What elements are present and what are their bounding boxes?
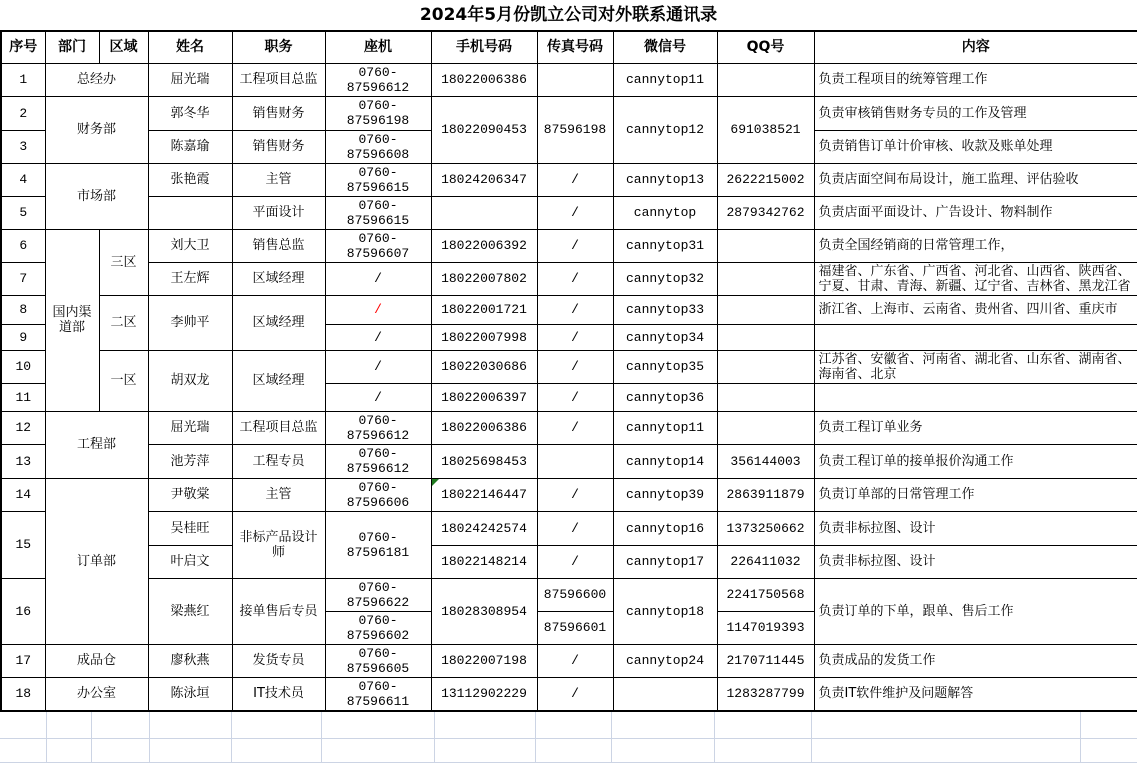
table-cell[interactable]: 0760-87596602 xyxy=(325,611,431,644)
table-cell[interactable]: 13112902229 xyxy=(431,677,537,711)
table-cell[interactable]: 负责店面空间布局设计，施工监理、评估验收 xyxy=(814,163,1137,196)
header-cell[interactable]: 微信号 xyxy=(613,31,717,63)
header-cell[interactable]: QQ号 xyxy=(717,31,814,63)
table-cell[interactable] xyxy=(814,383,1137,411)
table-cell[interactable]: 18022090453 xyxy=(431,96,537,163)
table-cell[interactable]: 8 xyxy=(1,295,45,324)
table-cell[interactable]: / xyxy=(537,324,613,350)
table-cell[interactable]: 3 xyxy=(1,130,45,163)
table-cell[interactable]: 一区 xyxy=(99,350,148,411)
table-cell[interactable]: cannytop31 xyxy=(613,229,717,262)
table-cell[interactable]: 张艳霞 xyxy=(148,163,232,196)
table-cell[interactable]: 1 xyxy=(1,63,45,96)
table-cell[interactable]: 5 xyxy=(1,196,45,229)
table-cell[interactable]: 18022146447 xyxy=(431,478,537,511)
table-cell[interactable]: 工程项目总监 xyxy=(232,63,325,96)
table-row xyxy=(1,262,1137,295)
table-cell[interactable]: 0760-87596608 xyxy=(325,130,431,163)
table-cell[interactable]: 负责非标拉图、设计 xyxy=(814,545,1137,578)
table-cell[interactable]: cannytop36 xyxy=(613,383,717,411)
table-cell[interactable]: cannytop11 xyxy=(613,411,717,444)
table-cell[interactable]: / xyxy=(537,350,613,383)
table-cell[interactable] xyxy=(717,63,814,96)
page-title: 2024年5月份凯立公司对外联系通讯录 xyxy=(419,5,718,25)
table-cell[interactable]: cannytop39 xyxy=(613,478,717,511)
table-cell[interactable] xyxy=(717,383,814,411)
table-cell[interactable]: 18022148214 xyxy=(431,545,537,578)
table-cell[interactable]: / xyxy=(537,478,613,511)
table-cell[interactable] xyxy=(717,350,814,383)
table-cell[interactable]: 工程部 xyxy=(45,411,148,478)
table-cell[interactable]: 11 xyxy=(1,383,45,411)
table-cell[interactable]: 87596600 xyxy=(537,578,613,611)
table-cell[interactable]: 销售财务 xyxy=(232,96,325,130)
table-cell[interactable]: 18025698453 xyxy=(431,444,537,478)
table-cell[interactable]: 胡双龙 xyxy=(148,350,232,411)
table-cell[interactable]: 陈嘉瑜 xyxy=(148,130,232,163)
table-cell[interactable]: 226411032 xyxy=(717,545,814,578)
table-cell[interactable]: 6 xyxy=(1,229,45,262)
table-cell[interactable]: 18022007998 xyxy=(431,324,537,350)
table-cell[interactable]: / xyxy=(537,163,613,196)
table-cell[interactable]: 356144003 xyxy=(717,444,814,478)
table-cell[interactable]: 负责全国经销商的日常管理工作， xyxy=(814,229,1137,262)
table-cell[interactable]: / xyxy=(537,677,613,711)
table-cell[interactable]: 负责审核销售财务专员的工作及管理 xyxy=(814,96,1137,130)
contact-table xyxy=(0,30,1137,712)
table-row xyxy=(1,511,1137,545)
table-row xyxy=(1,444,1137,478)
table-cell[interactable]: 总经办 xyxy=(45,63,148,96)
table-cell[interactable]: 平面设计 xyxy=(232,196,325,229)
table-cell[interactable]: 0760-87596612 xyxy=(325,444,431,478)
table-cell[interactable]: 负责工程项目的统筹管理工作 xyxy=(814,63,1137,96)
table-cell[interactable]: cannytop33 xyxy=(613,295,717,324)
table-cell[interactable]: 办公室 xyxy=(45,677,148,711)
table-cell[interactable]: 郭冬华 xyxy=(148,96,232,130)
table-cell[interactable]: / xyxy=(325,383,431,411)
table-cell[interactable]: 0760-87596611 xyxy=(325,677,431,711)
table-cell[interactable]: 0760-87596198 xyxy=(325,96,431,130)
header-cell[interactable]: 部门 xyxy=(45,31,99,63)
table-cell[interactable]: / xyxy=(537,262,613,295)
table-cell[interactable]: 87596198 xyxy=(537,96,613,163)
table-cell[interactable]: 非标产品设计师 xyxy=(232,511,325,578)
table-cell[interactable]: 接单售后专员 xyxy=(232,578,325,644)
table-cell[interactable]: / xyxy=(537,295,613,324)
table-cell[interactable] xyxy=(537,63,613,96)
table-row xyxy=(1,644,1137,677)
table-cell[interactable]: IT技术员 xyxy=(232,677,325,711)
table-cell[interactable]: 工程专员 xyxy=(232,444,325,478)
table-row xyxy=(1,196,1137,229)
table-row xyxy=(1,229,1137,262)
table-cell[interactable] xyxy=(613,677,717,711)
table-cell[interactable]: / xyxy=(537,545,613,578)
table-cell[interactable]: 屈光瑞 xyxy=(148,63,232,96)
table-cell[interactable]: 18022001721 xyxy=(431,295,537,324)
table-cell[interactable]: cannytop18 xyxy=(613,578,717,644)
table-cell[interactable]: 福建省、广东省、广西省、河北省、山西省、陕西省、宁夏、甘肃、青海、新疆、辽宁省、吉林省、黑龙江省 xyxy=(814,262,1137,295)
table-cell[interactable]: / xyxy=(325,295,431,324)
table-cell[interactable]: 0760-87596622 xyxy=(325,578,431,611)
table-cell[interactable]: 廖秋燕 xyxy=(148,644,232,677)
table-cell[interactable]: 国内渠道部 xyxy=(45,229,99,411)
table-cell[interactable]: / xyxy=(325,324,431,350)
table-cell[interactable]: 财务部 xyxy=(45,96,148,163)
table-cell[interactable]: 0760-87596605 xyxy=(325,644,431,677)
table-cell[interactable]: / xyxy=(537,411,613,444)
table-cell[interactable]: cannytop16 xyxy=(613,511,717,545)
table-cell[interactable] xyxy=(814,324,1137,350)
header-cell[interactable]: 手机号码 xyxy=(431,31,537,63)
table-cell[interactable] xyxy=(148,196,232,229)
header-cell[interactable]: 内容 xyxy=(814,31,1137,63)
table-row xyxy=(1,350,1137,383)
table-cell[interactable]: 18022030686 xyxy=(431,350,537,383)
table-cell[interactable]: 叶启文 xyxy=(148,545,232,578)
table-cell[interactable]: 浙江省、上海市、云南省、贵州省、四川省、重庆市 xyxy=(814,295,1137,324)
table-cell[interactable]: 区域经理 xyxy=(232,262,325,295)
table-cell[interactable]: / xyxy=(537,383,613,411)
table-cell[interactable]: 18022006392 xyxy=(431,229,537,262)
table-cell[interactable]: 三区 xyxy=(99,229,148,295)
table-cell[interactable]: 2170711445 xyxy=(717,644,814,677)
table-cell[interactable]: 销售总监 xyxy=(232,229,325,262)
table-cell[interactable] xyxy=(717,262,814,295)
table-cell[interactable]: 2 xyxy=(1,96,45,130)
table-cell[interactable]: 0760-87596607 xyxy=(325,229,431,262)
table-cell[interactable]: 2241750568 xyxy=(717,578,814,611)
table-cell[interactable]: 18022006386 xyxy=(431,63,537,96)
table-cell[interactable]: 负责店面平面设计、广告设计、物料制作 xyxy=(814,196,1137,229)
table-cell[interactable]: 负责订单的下单，跟单、售后工作 xyxy=(814,578,1137,644)
header-row xyxy=(1,31,1137,63)
table-cell[interactable]: 梁燕红 xyxy=(148,578,232,644)
table-cell[interactable]: / xyxy=(537,644,613,677)
table-cell[interactable]: 成品仓 xyxy=(45,644,148,677)
table-cell[interactable]: 主管 xyxy=(232,163,325,196)
table-cell[interactable]: 工程项目总监 xyxy=(232,411,325,444)
table-cell[interactable]: 刘大卫 xyxy=(148,229,232,262)
table-cell[interactable]: 18022007198 xyxy=(431,644,537,677)
table-cell[interactable] xyxy=(717,295,814,324)
table-cell[interactable] xyxy=(717,411,814,444)
table-cell[interactable]: / xyxy=(325,262,431,295)
table-cell[interactable]: 陈泳垣 xyxy=(148,677,232,711)
table-cell[interactable] xyxy=(431,196,537,229)
header-cell[interactable]: 座机 xyxy=(325,31,431,63)
table-cell[interactable]: 17 xyxy=(1,644,45,677)
table-cell[interactable] xyxy=(717,229,814,262)
table-cell[interactable]: 负责销售订单计价审核、收款及账单处理 xyxy=(814,130,1137,163)
table-cell[interactable]: 87596601 xyxy=(537,611,613,644)
table-cell[interactable]: 销售财务 xyxy=(232,130,325,163)
table-cell[interactable]: 2879342762 xyxy=(717,196,814,229)
table-cell[interactable]: cannytop14 xyxy=(613,444,717,478)
table-cell[interactable]: 14 xyxy=(1,478,45,511)
table-cell[interactable]: / xyxy=(537,511,613,545)
table-cell[interactable]: 负责IT软件维护及问题解答 xyxy=(814,677,1137,711)
table-cell[interactable]: 1147019393 xyxy=(717,611,814,644)
table-row xyxy=(1,478,1137,511)
table-cell[interactable]: 吴桂旺 xyxy=(148,511,232,545)
table-row xyxy=(1,295,1137,324)
table-cell[interactable]: 13 xyxy=(1,444,45,478)
table-cell[interactable]: 9 xyxy=(1,324,45,350)
table-cell[interactable]: 订单部 xyxy=(45,478,148,644)
grid-line xyxy=(0,738,1137,739)
table-cell[interactable]: 负责订单部的日常管理工作 xyxy=(814,478,1137,511)
table-cell[interactable]: 王左辉 xyxy=(148,262,232,295)
number-stored-as-text-marker-icon xyxy=(432,479,439,486)
table-cell[interactable]: 负责工程订单的接单报价沟通工作 xyxy=(814,444,1137,478)
table-cell[interactable] xyxy=(537,444,613,478)
table-row xyxy=(1,163,1137,196)
table-cell[interactable]: 0760-87596615 xyxy=(325,163,431,196)
table-cell[interactable]: cannytop32 xyxy=(613,262,717,295)
table-cell[interactable]: 发货专员 xyxy=(232,644,325,677)
table-cell[interactable]: / xyxy=(325,350,431,383)
table-cell[interactable]: 18022007802 xyxy=(431,262,537,295)
table-cell[interactable]: 负责工程订单业务 xyxy=(814,411,1137,444)
table-cell[interactable]: 0760-87596612 xyxy=(325,411,431,444)
header-cell[interactable]: 序号 xyxy=(1,31,45,63)
table-cell[interactable]: cannytop24 xyxy=(613,644,717,677)
table-cell[interactable]: 18 xyxy=(1,677,45,711)
header-cell[interactable]: 传真号码 xyxy=(537,31,613,63)
table-cell[interactable]: cannytop xyxy=(613,196,717,229)
table-cell[interactable]: 负责成品的发货工作 xyxy=(814,644,1137,677)
header-cell[interactable]: 区域 xyxy=(99,31,148,63)
table-cell[interactable]: 市场部 xyxy=(45,163,148,229)
table-cell[interactable]: 尹敬棠 xyxy=(148,478,232,511)
table-cell[interactable]: 池芳萍 xyxy=(148,444,232,478)
table-cell[interactable]: / xyxy=(537,196,613,229)
header-cell[interactable]: 姓名 xyxy=(148,31,232,63)
table-row xyxy=(1,677,1137,711)
table-cell[interactable]: 0760-87596606 xyxy=(325,478,431,511)
table-cell[interactable]: 18022006397 xyxy=(431,383,537,411)
table-cell[interactable]: 2622215002 xyxy=(717,163,814,196)
table-cell[interactable]: 主管 xyxy=(232,478,325,511)
table-cell[interactable]: 7 xyxy=(1,262,45,295)
table-cell[interactable]: 负责非标拉图、设计 xyxy=(814,511,1137,545)
table-cell[interactable]: 江苏省、安徽省、河南省、湖北省、山东省、湖南省、海南省、北京 xyxy=(814,350,1137,383)
table-cell[interactable]: 18028308954 xyxy=(431,578,537,644)
table-cell[interactable]: 16 xyxy=(1,578,45,644)
table-cell[interactable]: 1373250662 xyxy=(717,511,814,545)
table-cell[interactable]: cannytop34 xyxy=(613,324,717,350)
table-cell[interactable] xyxy=(717,324,814,350)
table-cell[interactable]: 2863911879 xyxy=(717,478,814,511)
table-cell[interactable]: 10 xyxy=(1,350,45,383)
table-cell[interactable]: / xyxy=(537,229,613,262)
table-cell[interactable]: 0760-87596615 xyxy=(325,196,431,229)
table-cell[interactable]: 区域经理 xyxy=(232,350,325,411)
table-row xyxy=(1,578,1137,611)
header-cell[interactable]: 职务 xyxy=(232,31,325,63)
table-cell[interactable]: 18024206347 xyxy=(431,163,537,196)
table-cell[interactable]: 15 xyxy=(1,511,45,578)
table-row xyxy=(1,411,1137,444)
table-cell[interactable]: 0760-87596612 xyxy=(325,63,431,96)
table-cell[interactable]: cannytop11 xyxy=(613,63,717,96)
table-cell[interactable]: 二区 xyxy=(99,295,148,350)
table-cell[interactable]: cannytop13 xyxy=(613,163,717,196)
table-cell[interactable]: 18022006386 xyxy=(431,411,537,444)
table-cell[interactable]: 0760-87596181 xyxy=(325,511,431,578)
table-cell[interactable]: cannytop12 xyxy=(613,96,717,163)
table-cell[interactable]: 李帅平 xyxy=(148,295,232,350)
table-cell[interactable]: cannytop35 xyxy=(613,350,717,383)
table-cell[interactable]: 区域经理 xyxy=(232,295,325,350)
table-cell[interactable]: 18024242574 xyxy=(431,511,537,545)
table-cell[interactable]: 4 xyxy=(1,163,45,196)
table-row xyxy=(1,545,1137,578)
table-cell[interactable]: 691038521 xyxy=(717,96,814,163)
table-cell[interactable]: 屈光瑞 xyxy=(148,411,232,444)
empty-spreadsheet-area xyxy=(0,712,1137,763)
table-row xyxy=(1,63,1137,96)
table-row xyxy=(1,96,1137,130)
table-cell[interactable]: cannytop17 xyxy=(613,545,717,578)
table-cell[interactable]: 1283287799 xyxy=(717,677,814,711)
table-cell[interactable]: 12 xyxy=(1,411,45,444)
